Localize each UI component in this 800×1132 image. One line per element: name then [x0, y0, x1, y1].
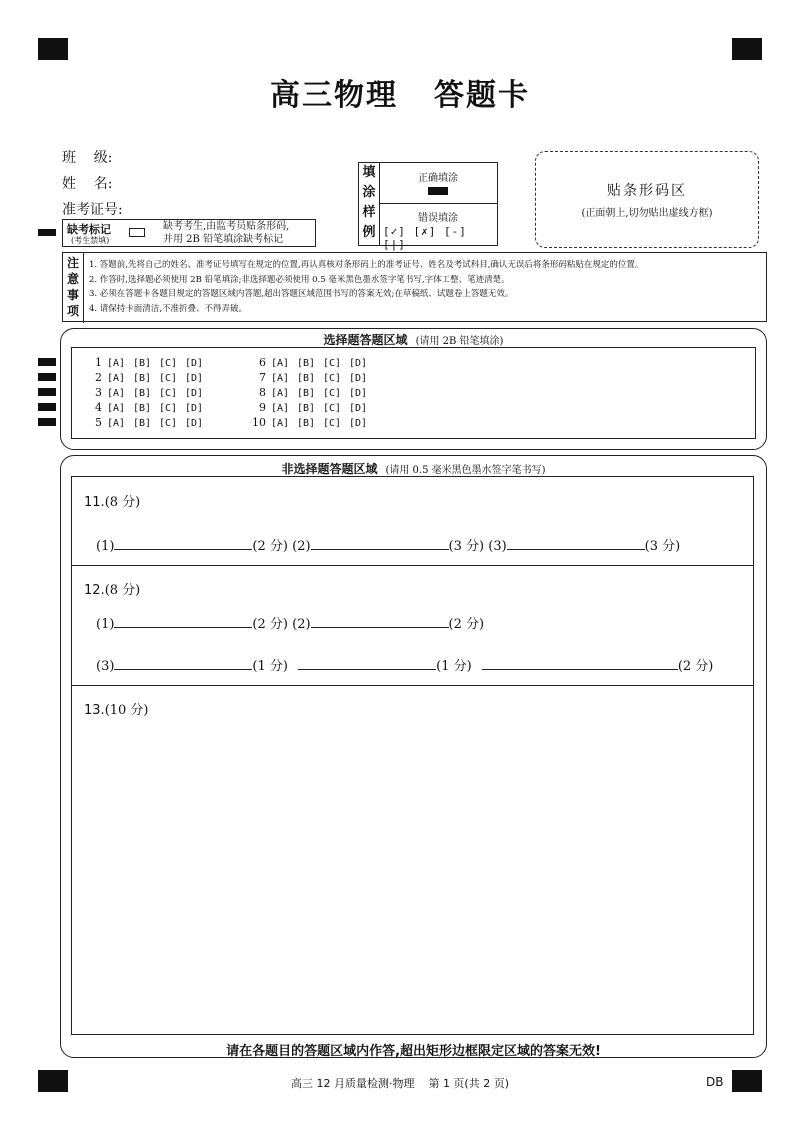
class-row — [62, 147, 113, 167]
choice-question-number: 10 — [252, 416, 266, 429]
timing-mark — [38, 229, 56, 236]
blank-points: (1 分) — [436, 659, 472, 674]
choice-option-bubble[interactable]: [D] — [185, 373, 204, 384]
question-13-title — [84, 699, 149, 718]
choice-question — [244, 386, 375, 399]
choice-option-bubble[interactable]: [D] — [349, 373, 368, 384]
nonchoice-section — [60, 455, 767, 1058]
choice-question-number: 3 — [95, 386, 102, 399]
choice-section-header — [61, 331, 766, 348]
nonchoice-section-header — [61, 460, 766, 477]
choice-question — [244, 416, 375, 429]
choice-question-number: 7 — [259, 371, 266, 384]
choice-option-bubble[interactable]: [C] — [323, 418, 342, 429]
choice-option-bubble[interactable]: [D] — [185, 388, 204, 399]
choice-option-bubble[interactable]: [B] — [297, 403, 316, 414]
timing-mark — [38, 358, 56, 366]
choice-option-bubble[interactable]: [A] — [107, 403, 126, 414]
choice-question — [80, 386, 211, 399]
boundary-warning: 请在各题目的答题区域内作答,超出矩形边框限定区域的答案无效! — [226, 1044, 601, 1059]
answer-blank[interactable] — [507, 537, 645, 550]
choice-question — [80, 416, 211, 429]
notice-items — [89, 258, 643, 316]
blank-points: (2 分) — [252, 539, 288, 554]
notice-item: 4. 请保持卡面清洁,不准折叠、不得弄破。 — [89, 303, 248, 314]
timing-mark — [38, 418, 56, 426]
choice-option-bubble[interactable]: [C] — [159, 373, 178, 384]
choice-option-bubble[interactable]: [B] — [297, 388, 316, 399]
side-char: 样 — [362, 205, 376, 220]
choice-option-bubble[interactable]: [A] — [271, 373, 290, 384]
blank-label: (1) — [96, 617, 115, 632]
choice-option-bubble[interactable]: [A] — [107, 388, 126, 399]
fill-example-box — [358, 162, 498, 251]
answer-blank[interactable] — [311, 537, 449, 550]
blank-points: (3 分) — [448, 539, 485, 554]
choice-option-bubble[interactable]: [D] — [185, 418, 204, 429]
blank-label: (3) — [488, 539, 507, 554]
choice-option-bubble[interactable]: [D] — [349, 403, 368, 414]
answer-blank[interactable] — [114, 657, 252, 670]
choice-option-bubble[interactable]: [A] — [271, 358, 290, 369]
blank-points: (1 分) — [252, 659, 288, 674]
question-number: 13. — [84, 703, 105, 718]
page-footer: 高三 12 月质量检测·物理 第 1 页(共 2 页) — [290, 1077, 510, 1090]
timing-mark — [38, 373, 56, 381]
question-points: (8 分) — [104, 495, 141, 510]
absent-sub: (考生禁填) — [71, 236, 110, 245]
choice-question — [244, 401, 375, 414]
name-label: 姓 名: — [62, 176, 113, 192]
choice-option-bubble[interactable]: [A] — [107, 358, 126, 369]
paper-code: DB — [706, 1075, 724, 1089]
question-13[interactable] — [72, 685, 753, 1034]
corner-marker-top-right — [732, 38, 762, 60]
choice-option-bubble[interactable]: [B] — [133, 403, 152, 414]
choice-option-bubble[interactable]: [C] — [323, 388, 342, 399]
nonchoice-answer-area — [71, 476, 754, 1035]
blank-label: (2) — [292, 539, 311, 554]
choice-question-number: 2 — [95, 371, 102, 384]
choice-option-bubble[interactable]: [B] — [133, 388, 152, 399]
nonchoice-hint: (请用 0.5 毫米黑色墨水签字笔书写) — [385, 465, 546, 476]
choice-question-number: 4 — [95, 401, 102, 414]
choice-hint: (请用 2B 铅笔填涂) — [415, 336, 504, 347]
timing-mark — [38, 388, 56, 396]
choice-option-bubble[interactable]: [B] — [133, 358, 152, 369]
choice-question-number: 1 — [95, 356, 102, 369]
correct-fill-sample — [428, 187, 448, 195]
choice-option-bubble[interactable]: [D] — [349, 388, 368, 399]
id-label: 准考证号: — [62, 202, 123, 218]
name-row — [62, 173, 113, 193]
question-11-blanks — [96, 535, 680, 554]
notice-item: 3. 必须在答题卡各题目规定的答题区域内答题,超出答题区域范围书写的答案无效;在草稿纸、试题卷上答题无效。 — [89, 289, 514, 299]
question-number: 11. — [84, 495, 105, 510]
choice-option-bubble[interactable]: [A] — [271, 418, 290, 429]
absent-mark-box — [62, 219, 316, 247]
choice-option-bubble[interactable]: [B] — [133, 418, 152, 429]
choice-question-number: 8 — [259, 386, 266, 399]
correct-fill-label: 正确填涂 — [418, 173, 458, 184]
choice-option-bubble[interactable]: [C] — [159, 358, 178, 369]
side-char: 事 — [66, 288, 79, 302]
blank-label: (2) — [292, 617, 311, 632]
wrong-fill-samples: [✓] [✗] [-] [|] — [383, 225, 467, 251]
choice-option-bubble[interactable]: [C] — [323, 403, 342, 414]
side-char: 意 — [66, 272, 79, 286]
question-12-title — [84, 579, 140, 598]
choice-option-bubble[interactable]: [B] — [297, 373, 316, 384]
notice-box — [62, 252, 767, 322]
answer-blank[interactable] — [298, 657, 436, 670]
notice-item: 2. 作答时,选择题必须使用 2B 铅笔填涂;非选择题必须使用 0.5 毫米黑色墨水签字笔书写,字体工整、笔迹清楚。 — [89, 274, 510, 285]
blank-points: (2 分) — [677, 659, 714, 674]
title-card: 答题卡 — [434, 78, 530, 113]
choice-question — [244, 371, 375, 384]
side-char: 填 — [362, 165, 376, 180]
choice-title: 选择题答题区域 — [323, 333, 408, 347]
question-12-blanks-row1 — [96, 613, 484, 632]
absent-label: 缺考标记 — [67, 223, 111, 236]
question-11 — [72, 477, 753, 566]
choice-question — [244, 356, 375, 369]
barcode-area — [535, 151, 759, 248]
wrong-fill-label: 错误填涂 — [418, 213, 458, 224]
question-12-blanks-row2 — [96, 655, 713, 674]
choice-option-bubble[interactable]: [B] — [297, 358, 316, 369]
side-char: 项 — [66, 304, 79, 318]
question-points: (10 分) — [104, 703, 149, 718]
timing-mark — [38, 403, 56, 411]
blank-label: (3) — [96, 659, 115, 674]
title-subject: 高三物理 — [270, 78, 398, 113]
blank-points: (2 分) — [448, 617, 485, 632]
absent-note-line1: 缺考考生,由监考员贴条形码, — [163, 221, 290, 232]
choice-grid — [71, 347, 756, 439]
side-char: 注 — [66, 256, 79, 270]
choice-option-bubble[interactable]: [C] — [323, 358, 342, 369]
question-12 — [72, 565, 753, 686]
choice-option-bubble[interactable]: [A] — [271, 403, 290, 414]
choice-option-bubble[interactable]: [C] — [159, 418, 178, 429]
page-title — [0, 70, 800, 114]
choice-option-bubble[interactable]: [D] — [349, 418, 368, 429]
answer-blank[interactable] — [114, 615, 252, 628]
choice-option-bubble[interactable]: [A] — [107, 418, 126, 429]
notice-item: 1. 答题前,先将自己的姓名、准考证号填写在规定的位置,再认真核对条形码上的准考证号、姓名及考试科目,确认无误后将条形码粘贴在规定的位置。 — [89, 260, 644, 270]
choice-question — [80, 356, 211, 369]
question-points: (8 分) — [104, 583, 141, 598]
blank-points: (2 分) — [252, 617, 288, 632]
absent-checkbox[interactable] — [129, 228, 145, 237]
blank-points: (3 分) — [644, 539, 681, 554]
choice-option-bubble[interactable]: [C] — [159, 388, 178, 399]
choice-option-bubble[interactable]: [C] — [159, 403, 178, 414]
answer-blank[interactable] — [482, 657, 678, 670]
choice-question — [80, 401, 211, 414]
fill-example-side — [359, 163, 380, 245]
choice-option-bubble[interactable]: [B] — [297, 418, 316, 429]
choice-question-number: 5 — [95, 416, 102, 429]
choice-option-bubble[interactable]: [C] — [323, 373, 342, 384]
choice-option-bubble[interactable]: [A] — [107, 373, 126, 384]
side-char: 例 — [362, 225, 376, 240]
choice-question-number: 9 — [259, 401, 266, 414]
barcode-hint: (正面朝上,切勿贴出虚线方框) — [581, 208, 713, 219]
absent-note — [163, 220, 289, 246]
side-char: 涂 — [362, 185, 376, 200]
choice-option-bubble[interactable]: [A] — [271, 388, 290, 399]
nonchoice-title: 非选择题答题区域 — [281, 462, 378, 476]
choice-option-bubble[interactable]: [D] — [185, 358, 204, 369]
blank-label: (1) — [96, 539, 115, 554]
notice-head — [63, 253, 84, 323]
choice-question-number: 6 — [259, 356, 266, 369]
id-row — [62, 199, 123, 219]
choice-option-bubble[interactable]: [B] — [133, 373, 152, 384]
class-label: 班 级: — [62, 150, 113, 166]
question-number: 12. — [84, 583, 105, 598]
answer-blank[interactable] — [311, 615, 449, 628]
answer-blank[interactable] — [114, 537, 252, 550]
barcode-title: 贴条形码区 — [607, 183, 687, 199]
question-11-title — [84, 491, 140, 510]
absent-note-line2: 并用 2B 铅笔填涂缺考标记 — [163, 234, 284, 245]
corner-marker-top-left — [38, 38, 68, 60]
choice-section — [60, 328, 767, 450]
choice-option-bubble[interactable]: [D] — [349, 358, 368, 369]
choice-option-bubble[interactable]: [D] — [185, 403, 204, 414]
choice-question — [80, 371, 211, 384]
